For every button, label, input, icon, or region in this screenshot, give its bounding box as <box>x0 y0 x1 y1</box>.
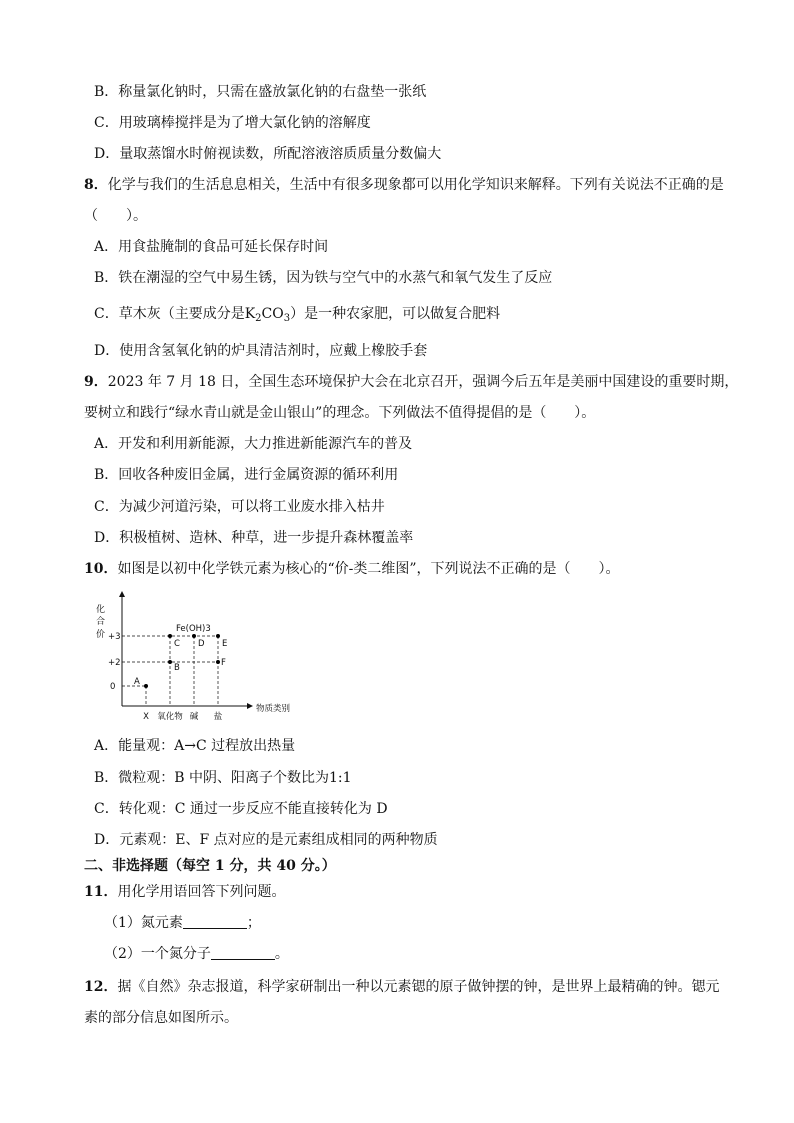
q10-option-d: D．元素观：E、F 点对应的是元素组成相同的两种物质 <box>94 832 438 848</box>
y-tick-label: 0 <box>110 682 116 692</box>
point-a <box>144 684 148 688</box>
q11-number: 11． <box>84 884 118 900</box>
q9-option-d: D．积极植树、造林、种草，进一步提升森林覆盖率 <box>94 530 414 546</box>
q12-stem-line2: 素的部分信息如图所示。 <box>84 1010 238 1026</box>
q12-number: 12． <box>84 979 118 995</box>
valence-class-chart <box>94 588 314 723</box>
y-tick-label: +3 <box>108 632 121 642</box>
q8-stem <box>84 175 724 195</box>
q10-stem-text: 如图是以初中化学铁元素为核心的“价-类二维图”，下列说法不正确的是（ ）。 <box>117 561 620 577</box>
q9-option-a: A．开发和利用新能源，大力推进新能源汽车的普及 <box>94 436 413 452</box>
q7-option-d: D．量取蒸馏水时俯视读数，所配溶液溶质质量分数偏大 <box>94 146 442 162</box>
annotation-fe-oh-3: Fe(OH)3 <box>176 624 211 634</box>
point-label-e: E <box>222 639 228 649</box>
q11-answer-blank-2[interactable] <box>211 945 275 960</box>
section-2-title: 二、非选择题（每空 1 分，共 40 分。） <box>84 858 336 874</box>
point-label-d: D <box>198 639 205 649</box>
q9-stem-line2: 要树立和践行“绿水青山就是金山银山”的理念。下列做法不值得提倡的是（ ）。 <box>84 405 596 421</box>
q12-stem-text: 据《自然》杂志报道，科学家研制出一种以元素锶的原子做钟摆的钟，是世界上最精确的钟。锶元 <box>117 979 720 995</box>
point-f <box>216 660 220 664</box>
point-c <box>168 634 172 638</box>
q11-part-2: （2）一个氮分子 。 <box>104 946 289 962</box>
x-tick-label: 氧化物 <box>157 712 183 722</box>
x-axis-label: 物质类别 <box>256 704 291 714</box>
q9-stem <box>84 372 738 392</box>
q10-number: 10． <box>84 561 118 577</box>
point-label-c: C <box>174 639 180 649</box>
q10-option-b: B．微粒观：B 中阴、阳离子个数比为1:1 <box>94 770 352 786</box>
q8-stem-text: 化学与我们的生活息息相关，生活中有很多现象都可以用化学知识来解释。下列有关说法不正确的是 <box>107 177 724 193</box>
q10-option-a: A．能量观：A→C 过程放出热量 <box>94 738 296 754</box>
q8-option-d: D．使用含氢氧化钠的炉具清洁剂时，应戴上橡胶手套 <box>94 343 428 359</box>
point-e <box>216 634 220 638</box>
point-d <box>192 634 196 638</box>
q8-number: 8． <box>84 177 108 193</box>
q7-option-c: C．用玻璃棒搅拌是为了增大氯化钠的溶解度 <box>94 115 371 131</box>
q11-stem <box>84 882 285 902</box>
point-label-b: B <box>174 663 180 673</box>
q9-number: 9． <box>84 374 108 390</box>
q9-option-c: C．为减少河道污染，可以将工业废水排入枯井 <box>94 499 385 515</box>
q11-part-1: （1）氮元素 ； <box>104 915 261 931</box>
q9-option-b: B．回收各种废旧金属，进行金属资源的循环利用 <box>94 467 399 483</box>
q10-stem <box>84 559 620 579</box>
point-label-a: A <box>134 677 140 687</box>
q11-answer-blank-1[interactable] <box>183 914 247 929</box>
q8-option-b: B．铁在潮湿的空气中易生锈，因为铁与空气中的水蒸气和氧气发生了反应 <box>94 270 553 286</box>
q8-stem-line2: （ ）。 <box>84 208 147 224</box>
q7-option-b: B．称量氯化钠时，只需在盛放氯化钠的右盘垫一张纸 <box>94 84 427 100</box>
q11-stem-text: 用化学用语回答下列问题。 <box>117 884 286 900</box>
y-axis-label-1: 化 <box>96 605 106 615</box>
y-tick-label: +2 <box>108 658 121 668</box>
q10-option-c: C．转化观：C 通过一步反应不能直接转化为 D <box>94 801 388 817</box>
x-tick-label: 碱 <box>189 712 199 722</box>
q9-stem-text: 2023 年 7 月 18 日，全国生态环境保护大会在北京召开，强调今后五年是美丽中国建设的重要时期， <box>107 374 739 390</box>
y-axis-label-2: 合 <box>96 617 106 627</box>
q12-stem <box>84 977 719 997</box>
point-label-f: F <box>221 658 226 668</box>
x-tick-label: X <box>143 712 149 722</box>
q8-option-c: C．草木灰（主要成分是$K_2CO_3$）是一种农家肥，可以做复合肥料 <box>94 306 501 324</box>
y-axis-label-3: 价 <box>96 630 106 640</box>
x-tick-label: 盐 <box>213 712 223 722</box>
q8-option-a: A．用食盐腌制的食品可延长保存时间 <box>94 239 329 255</box>
point-b <box>168 660 172 664</box>
